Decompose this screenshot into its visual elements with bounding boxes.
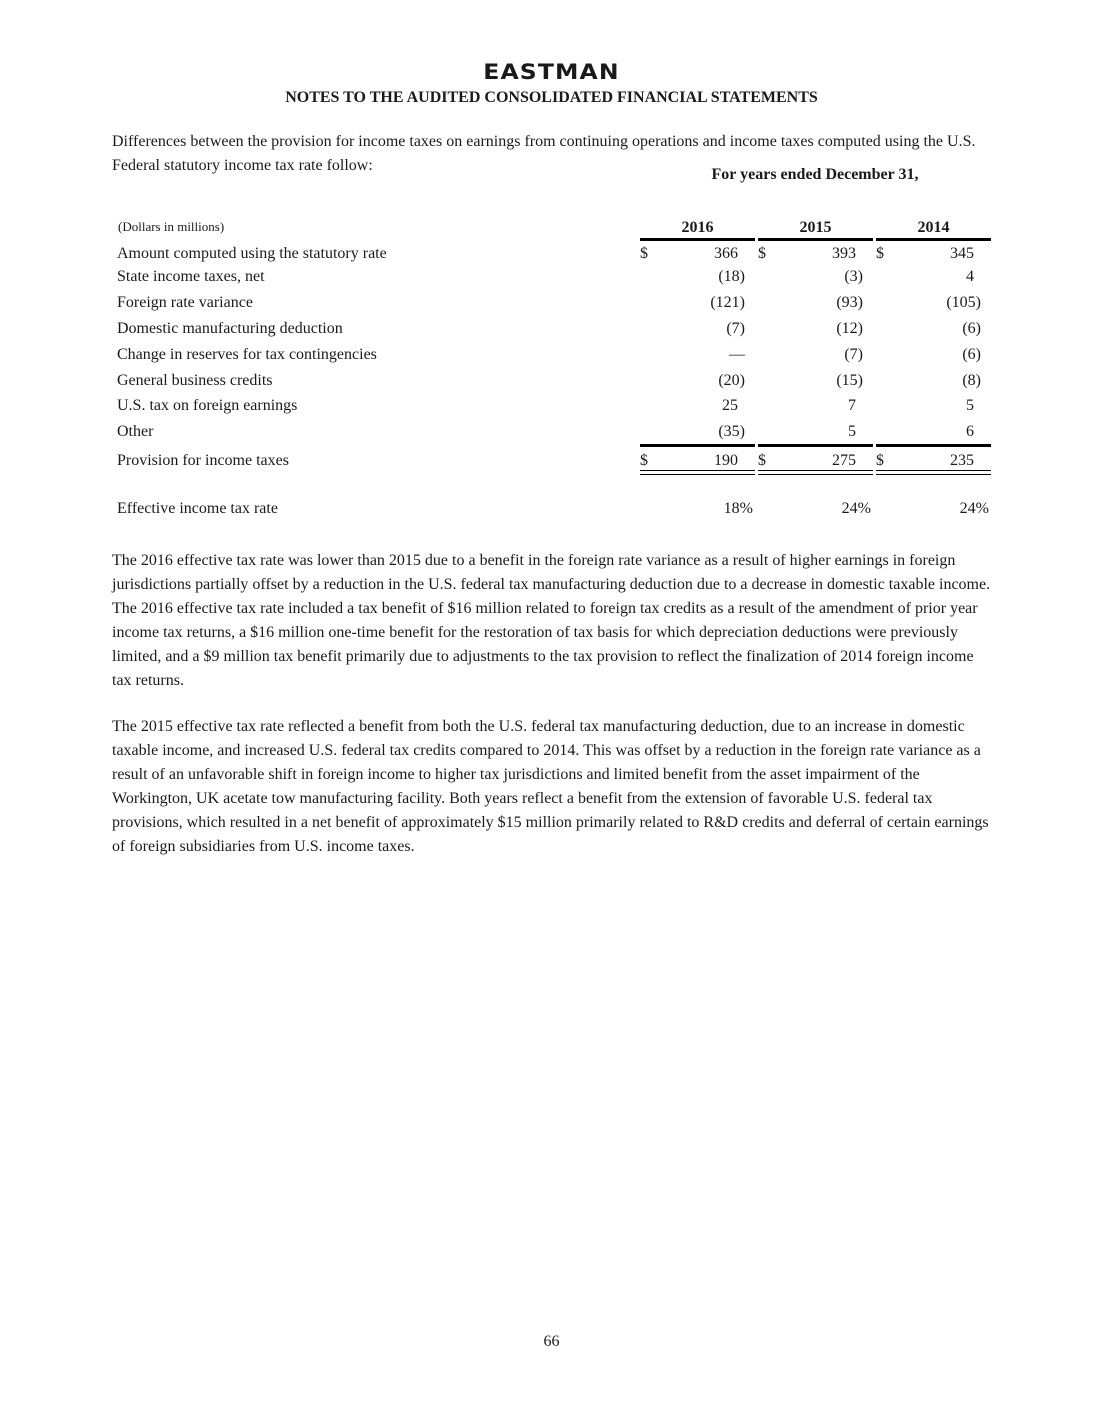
cell-value: (20) xyxy=(718,372,745,389)
intro-text: Differences between the provision for income taxes on earnings from continuing operations and income taxes computed using the U.S. Federal statutory income tax rate follow: xyxy=(112,133,976,174)
cell-value: (15) xyxy=(836,372,863,389)
cell-value: (6) xyxy=(962,320,981,337)
row-label: Domestic manufacturing deduction xyxy=(117,320,343,337)
paragraph-2015-rate: The 2015 effective tax rate reflected a benefit from both the U.S. federal tax manufacturing deduction, due to an increase in domestic taxable income, and increased U.S. federal tax credits compared to 2014. This was offset by a reduction in the foreign rate variance as a result of an unfavorable shift in foreign income to higher tax jurisdictions and limited benefit from the asset impairment of the Workington, UK acetate tow manufacturing facility. Both years reflect a benefit from the extension of favorable U.S. federal tax provisions, which resulted in a net benefit of approximately $15 million primarily related to R&D credits and deferral of certain earnings of foreign subsidiaries from U.S. income taxes. xyxy=(112,718,989,855)
period-header: For years ended December 31, xyxy=(711,166,919,183)
cell-value: (8) xyxy=(962,372,981,389)
cell-value: (93) xyxy=(836,294,863,311)
cell-value: (3) xyxy=(844,268,863,285)
cell-value: — xyxy=(729,346,745,363)
cell-value: (7) xyxy=(844,346,863,363)
header-rule xyxy=(640,238,755,241)
total-double-rule xyxy=(876,474,991,475)
row-label: State income taxes, net xyxy=(117,268,265,285)
total-double-rule xyxy=(640,470,755,471)
cell-value: (7) xyxy=(726,320,745,337)
cell-value: (121) xyxy=(710,294,745,311)
total-double-rule xyxy=(758,470,873,471)
year-header: 2014 xyxy=(917,219,950,236)
effective-rate-value: 24% xyxy=(959,500,989,517)
cell-value: (35) xyxy=(718,423,745,440)
year-header: 2015 xyxy=(799,219,832,236)
year-header: 2016 xyxy=(681,219,714,236)
currency-symbol: $ xyxy=(640,245,648,262)
row-label: Foreign rate variance xyxy=(117,294,253,311)
currency-symbol: $ xyxy=(758,452,766,469)
effective-rate-value: 24% xyxy=(841,500,871,517)
effective-rate-value: 18% xyxy=(723,500,753,517)
row-label: General business credits xyxy=(117,372,273,389)
cell-value: 5 xyxy=(966,397,974,414)
row-label: U.S. tax on foreign earnings xyxy=(117,397,298,414)
cell-value: 393 xyxy=(832,245,856,262)
cell-value: (18) xyxy=(718,268,745,285)
paragraph-2016-rate: The 2016 effective tax rate was lower than 2015 due to a benefit in the foreign rate variance as a result of higher earnings in foreign jurisdictions partially offset by a reduction in the U.S. federal tax manufacturing deduction due to a decrease in domestic taxable income. The 2016 effective tax rate included a tax benefit of $16 million related to foreign tax credits as a result of the amendment of prior year income tax returns, a $16 million one-time benefit for the restoration of tax basis for which depreciation deductions were previously limited, and a $9 million tax benefit primarily due to adjustments to the tax provision to reflect the finalization of 2014 foreign income tax returns. xyxy=(112,552,991,689)
row-label: Change in reserves for tax contingencies xyxy=(117,346,377,363)
page-title: NOTES TO THE AUDITED CONSOLIDATED FINANCIAL STATEMENTS xyxy=(285,89,818,106)
currency-symbol: $ xyxy=(758,245,766,262)
cell-value: 366 xyxy=(714,245,738,262)
tax-reconciliation-table xyxy=(0,0,1103,540)
company-logo: EASTMAN xyxy=(483,60,620,84)
cell-value: (6) xyxy=(962,346,981,363)
total-double-rule xyxy=(758,474,873,475)
total-double-rule xyxy=(876,470,991,471)
currency-symbol: $ xyxy=(640,452,648,469)
currency-symbol: $ xyxy=(876,245,884,262)
subtotal-rule xyxy=(876,444,991,447)
units-label: (Dollars in millions) xyxy=(118,219,225,234)
total-value: 275 xyxy=(832,452,856,469)
total-label: Provision for income taxes xyxy=(117,452,289,469)
cell-value: 7 xyxy=(848,397,856,414)
cell-value: 25 xyxy=(722,397,738,414)
total-double-rule xyxy=(640,474,755,475)
cell-value: 4 xyxy=(966,268,974,285)
subtotal-rule xyxy=(758,444,873,447)
cell-value: 6 xyxy=(966,423,974,440)
cell-value: 345 xyxy=(950,245,974,262)
cell-value: (12) xyxy=(836,320,863,337)
subtotal-rule xyxy=(640,444,755,447)
header-rule xyxy=(876,238,991,241)
cell-value: (105) xyxy=(946,294,981,311)
row-label: Other xyxy=(117,423,154,440)
page-number: 66 xyxy=(543,1333,560,1350)
total-value: 190 xyxy=(714,452,738,469)
row-label: Amount computed using the statutory rate xyxy=(117,245,387,262)
effective-rate-label: Effective income tax rate xyxy=(117,500,278,517)
total-value: 235 xyxy=(950,452,974,469)
cell-value: 5 xyxy=(848,423,856,440)
currency-symbol: $ xyxy=(876,452,884,469)
header-rule xyxy=(758,238,873,241)
